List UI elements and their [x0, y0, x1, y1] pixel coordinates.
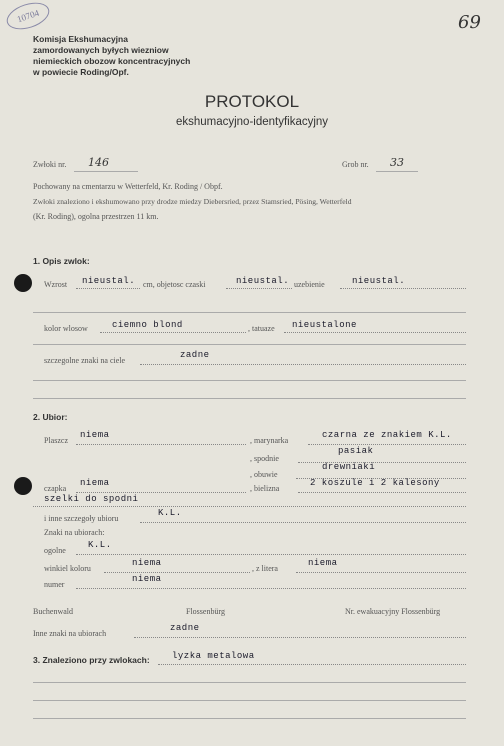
inne-znaki-line	[134, 637, 466, 638]
wzrost-value: nieustal.	[82, 276, 136, 286]
camp-buchenwald: Buchenwald	[33, 607, 73, 616]
inne-znaki-label: Inne znaki na ubiorach	[33, 629, 107, 638]
pochowany-text: Pochowany na cmentarzu w Wetterfeld, Kr. Roding / Obpf.	[33, 182, 223, 191]
znaki-value: zadne	[180, 350, 210, 360]
archive-stamp: 10704	[3, 0, 52, 34]
zwloki-value: 146	[88, 156, 109, 169]
ogolne-line	[76, 554, 466, 555]
inne-line	[140, 522, 466, 523]
numer-line	[76, 588, 466, 589]
spodnie-value: pasiak	[338, 446, 374, 456]
czapka-line	[76, 492, 246, 493]
numer-label: numer	[44, 580, 65, 589]
inne-value: K.L.	[158, 508, 182, 518]
numer-value: niema	[132, 574, 162, 584]
camp-ewak: Nr. ewakuacyjny Flossenbürg	[345, 607, 441, 616]
marynarka-line	[308, 444, 466, 445]
commission-header	[33, 34, 190, 78]
header-line-3: niemieckich obozow koncentracyjnych	[33, 56, 191, 66]
opis-heading: 1. Opis zwlok:	[33, 256, 90, 266]
uzebienie-label: uzebienie	[294, 280, 325, 289]
page-subtitle: ekshumacyjno-identyfikacyjny	[175, 116, 329, 128]
wzrost-label: Wzrost	[44, 280, 68, 289]
page-number: 69	[458, 12, 481, 33]
obuwie-label: , obuwie	[250, 470, 278, 479]
cm-label: cm, objetosc czaski	[143, 280, 206, 289]
znalezione-text-2: (Kr. Roding), ogolna przestrzen 11 km.	[33, 212, 159, 221]
tatuaze-value: nieustalone	[292, 320, 357, 330]
zwloki-line	[74, 171, 138, 172]
szelki-value: szelki do spodni	[44, 494, 139, 504]
marynarka-label: , marynarka	[250, 436, 289, 445]
znalezione-blank-line-1	[33, 682, 466, 683]
bielizna-label: , bielizna	[250, 484, 280, 493]
winkiel-line	[104, 572, 250, 573]
litera-label: , z litera	[252, 564, 278, 573]
litera-value: niema	[308, 558, 338, 568]
winkiel-label: winkiel koloru	[44, 564, 91, 573]
grob-line	[376, 171, 418, 172]
uzebienie-line	[340, 288, 466, 289]
opis-blank-line-3	[33, 380, 466, 381]
szelki-line	[33, 506, 466, 507]
page-title: PROTOKOL	[204, 92, 300, 111]
winkiel-value: niema	[132, 558, 162, 568]
hole-punch-2	[14, 477, 32, 495]
marynarka-value: czarna ze znakiem K.L.	[322, 430, 452, 440]
inne-znaki-value: zadne	[170, 623, 200, 633]
bielizna-line	[298, 492, 466, 493]
tatuaze-line	[284, 332, 466, 333]
uzebienie-value: nieustal.	[352, 276, 406, 286]
kolor-label: kolor wlosow	[44, 324, 88, 333]
ogolne-label: ogolne	[44, 546, 66, 555]
plaszcz-label: Plaszcz	[44, 436, 68, 445]
znaki-line	[140, 364, 466, 365]
znalezione-blank-line-3	[33, 718, 466, 719]
bielizna-value: 2 koszule i 2 kalesony	[310, 478, 440, 488]
inne-label: i inne szczegoły ubioru	[44, 514, 119, 523]
wzrost-line	[76, 288, 140, 289]
ubior-heading: 2. Ubior:	[33, 412, 68, 422]
header-line-4: w powiecie Roding/Opf.	[33, 67, 129, 77]
obuwie-value: drewniaki	[322, 462, 376, 472]
czaszka-line	[226, 288, 292, 289]
grob-value: 33	[390, 156, 404, 169]
znalezione-value: lyzka metalowa	[172, 651, 255, 661]
opis-blank-line-2	[33, 344, 466, 345]
spodnie-label: , spodnie	[250, 454, 279, 463]
opis-blank-line-1	[33, 312, 466, 313]
camp-flossenburg: Flossenbürg	[186, 607, 225, 616]
czapka-label: czapka	[44, 484, 67, 493]
czapka-value: niema	[80, 478, 110, 488]
kolor-value: ciemno blond	[112, 320, 183, 330]
opis-blank-line-4	[33, 398, 466, 399]
znalezione-text-1: Zwłoki znaleziono i ekshumowano przy drodze miedzy Diebersried, przez Stamsried, Pösing, Wetterfeld	[33, 197, 352, 206]
litera-line	[296, 572, 466, 573]
plaszcz-line	[76, 444, 246, 445]
znalezione-heading: 3. Znaleziono przy zwlokach:	[33, 655, 150, 665]
plaszcz-value: niema	[80, 430, 110, 440]
ogolne-value: K.L.	[88, 540, 112, 550]
znaki-ubior-label: Znaki na ubiorach:	[44, 528, 105, 537]
header-line-2: zamordowanych byłych wiezniow	[33, 45, 169, 55]
znalezione-blank-line-2	[33, 700, 466, 701]
znalezione-line	[158, 664, 466, 665]
tatuaze-label: , tatuaze	[248, 324, 275, 333]
header-line-1: Komisja Ekshumacyjna	[33, 34, 128, 44]
kolor-line	[100, 332, 246, 333]
znaki-label: szczegolne znaki na ciele	[44, 356, 126, 365]
zwloki-label: Zwłoki nr.	[33, 160, 67, 169]
czaszka-value: nieustal.	[236, 276, 290, 286]
hole-punch-1	[14, 274, 32, 292]
grob-label: Grob nr.	[342, 160, 369, 169]
